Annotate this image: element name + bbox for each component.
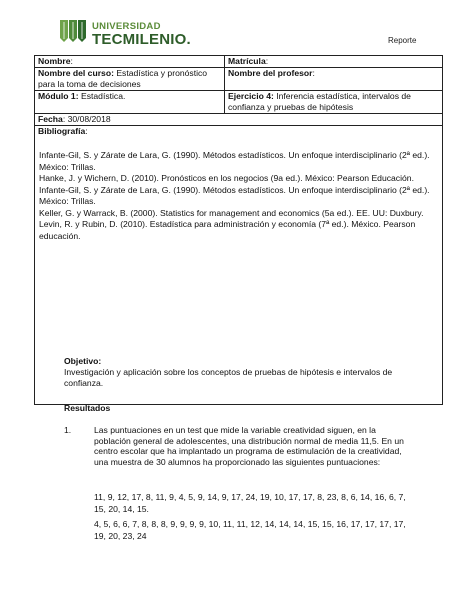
curso-cell <box>35 68 225 91</box>
bibliography-entry: Infante-Gil, S. y Zárate de Lara, G. (1990). Métodos estadísticos. Un enfoque interdisciplinario (2ª ed.). México: Trillas. <box>39 184 430 206</box>
nombre-label: Nombre <box>38 56 71 66</box>
curso-label: Nombre del curso: <box>38 68 114 78</box>
bibliografia-colon: : <box>85 126 88 136</box>
ejercicio-label: Ejercicio 4: <box>228 91 274 101</box>
bibliography-list <box>38 150 439 242</box>
bibliography-entry: Keller, G. y Warrack, B. (2000). Statistics for management and economics (5a ed.). EE. UU: Duxbury. <box>39 207 424 218</box>
bibliography-entry: Hanke, J. y Wichern, D. (2010). Pronósticos en los negocios (9a ed.). México: Pearson Educación. <box>39 173 414 183</box>
logo-emblem-icon <box>58 18 90 44</box>
info-row-nombre <box>35 56 443 68</box>
matricula-label: Matrícula <box>228 56 266 66</box>
modulo-value: Estadística. <box>78 91 126 101</box>
profesor-value: : <box>312 68 315 78</box>
fecha-value: : 30/08/2018 <box>62 114 111 124</box>
modulo-label: Módulo 1: <box>38 91 79 101</box>
scores-data-line-1: 11, 9, 12, 17, 8, 11, 9, 4, 5, 9, 14, 9, 17, 24, 19, 10, 17, 17, 8, 23, 8, 6, 14, 16, 6, 7, 15, 20, 14, 15. <box>94 492 406 514</box>
curso-value: Estadística y pronóstico para la toma de decisiones <box>38 68 208 89</box>
resultados-heading: Resultados <box>64 403 111 413</box>
info-row-modulo <box>35 91 443 114</box>
ejercicio-value: Inferencia estadística, intervalos de confianza y pruebas de hipótesis <box>228 91 411 112</box>
bibliography-entry: Levin, R. y Rubin, D. (2010). Estadística para administración y economía (7ª ed.). México. Pearson educación. <box>39 219 416 241</box>
nombre-value: : <box>70 56 73 66</box>
university-logo <box>58 18 198 50</box>
matricula-value: : <box>265 56 269 66</box>
nombre-cell <box>35 56 225 68</box>
fecha-cell <box>35 114 443 126</box>
document-type-label: Reporte <box>388 36 417 45</box>
bibliografia-label: Bibliografía <box>38 126 86 136</box>
logo-university-text: UNIVERSIDAD <box>92 21 161 32</box>
modulo-cell <box>35 91 225 114</box>
fecha-label: Fecha <box>38 114 63 124</box>
info-row-curso <box>35 68 443 91</box>
ejercicio-cell <box>225 91 443 114</box>
objetivo-heading: Objetivo: <box>64 356 102 366</box>
student-info-table <box>34 55 443 405</box>
question-number: 1. <box>64 425 72 435</box>
bibliography-entry: Infante-Gil, S. y Zárate de Lara, G. (1990). Métodos estadísticos. Un enfoque interdisciplinario (2ª ed.). México: Trillas. <box>39 150 430 172</box>
question-text: Las puntuaciones en un test que mide la variable creatividad siguen, en la población general de adolescentes, una distribución normal de media 11,5. En un centro escolar que ha implantado un programa de estimulación de la creatividad, una muestra de 30 alumnos ha proporcionado las siguientes puntuaciones: <box>94 425 404 467</box>
scores-data-line-2: 4, 5, 6, 6, 7, 8, 8, 8, 9, 9, 9, 9, 10, 11, 11, 12, 14, 14, 14, 15, 15, 16, 17, 17, 17, 17, 19, 20, 23, 24 <box>94 519 406 541</box>
profesor-cell <box>225 68 443 91</box>
matricula-cell <box>225 56 443 68</box>
objetivo-text: Investigación y aplicación sobre los conceptos de pruebas de hipótesis e intervalos de confianza. <box>64 367 393 388</box>
info-row-fecha <box>35 114 443 126</box>
logo-brand-text: TECMILENIO. <box>92 31 191 48</box>
profesor-label: Nombre del profesor <box>228 68 313 78</box>
